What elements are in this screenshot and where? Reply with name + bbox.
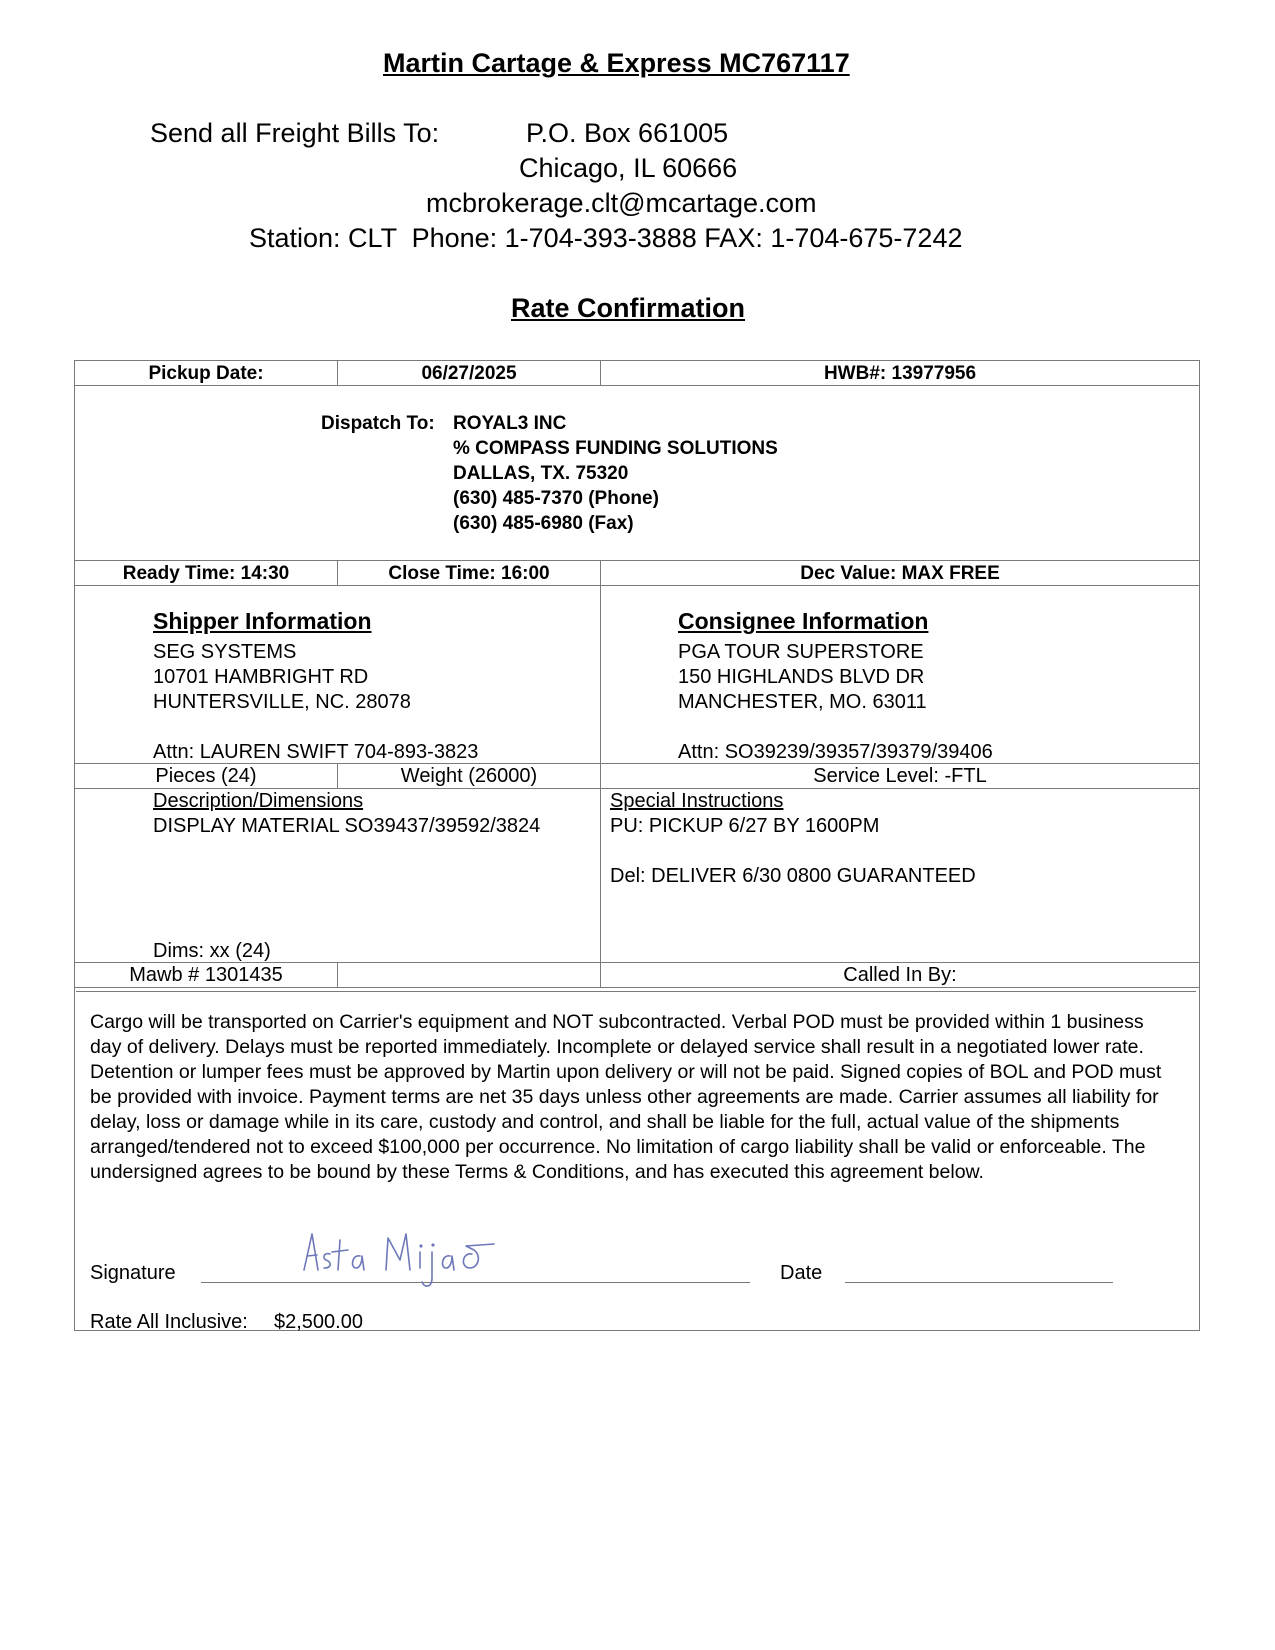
terms-and-conditions: Cargo will be transported on Carrier's equipment and NOT subcontracted. Verbal POD must be provided within 1 business day of delivery. Delays must be reported immediately. Incomplete or delayed service shall result in a negotiated lower rate. Detention or lumper fees must be approved by Martin upon delivery or will not be paid. Signed copies of BOL and POD must be provided with invoice. Payment terms are net 35 days unless other agreements are made. Carrier assumes all liability for delay, loss or damage while in its care, custody and control, and shall be liable for the full, actual value of the shipments arranged/tendered not to exceed $100,000 per occurrence. No limitation of cargo liability shall be valid or enforceable. The undersigned agrees to be bound by these Terms & Conditions, and has executed this agreement below.: [90, 1011, 1162, 1183]
shipper-heading: Shipper Information: [153, 608, 372, 634]
signature-label: Signature: [90, 1262, 176, 1284]
consignee-attn: Attn: SO39239/39357/39379/39406: [678, 741, 993, 763]
pickup-date-value: 06/27/2025: [421, 363, 517, 384]
description-text: DISPLAY MATERIAL SO39437/39592/3824: [153, 815, 541, 837]
weight: Weight (26000): [400, 765, 538, 787]
dispatch-line: ROYAL3 INC: [453, 413, 567, 434]
delivery-instruction: Del: DELIVER 6/30 0800 GUARANTEED: [610, 865, 976, 887]
consignee-heading: Consignee Information: [678, 608, 929, 634]
handwritten-signature: [296, 1226, 506, 1296]
date-line[interactable]: [845, 1282, 1113, 1283]
dispatch-label: Dispatch To:: [321, 413, 435, 434]
close-time: Close Time: 16:00: [388, 563, 550, 584]
dec-value: Dec Value: MAX FREE: [800, 563, 1000, 584]
doc-title: Rate Confirmation: [511, 293, 746, 323]
rate-label: Rate All Inclusive:: [90, 1311, 248, 1333]
consignee-line: PGA TOUR SUPERSTORE: [678, 641, 924, 663]
shipper-line: 10701 HAMBRIGHT RD: [153, 666, 369, 688]
mawb-number: Mawb # 1301435: [129, 964, 283, 986]
hwb-number: HWB#: 13977956: [823, 363, 977, 384]
shipper-line: SEG SYSTEMS: [153, 641, 297, 663]
station-line: Station: CLT Phone: 1-704-393-3888 FAX: 1-704-675-7242: [249, 223, 963, 253]
pieces: Pieces (24): [155, 765, 257, 787]
ready-time: Ready Time: 14:30: [122, 563, 290, 584]
dims-text: Dims: xx (24): [153, 940, 271, 962]
dispatch-line: % COMPASS FUNDING SOLUTIONS: [453, 438, 778, 459]
consignee-line: 150 HIGHLANDS BLVD DR: [678, 666, 925, 688]
send-bills-label: Send all Freight Bills To:: [150, 118, 440, 148]
po-box: P.O. Box 661005: [526, 118, 729, 148]
special-instructions-heading: Special Instructions: [610, 790, 784, 812]
shipper-attn: Attn: LAUREN SWIFT 704-893-3823: [153, 741, 479, 763]
description-heading: Description/Dimensions: [153, 790, 364, 812]
email-line: mcbrokerage.clt@mcartage.com: [426, 188, 817, 218]
consignee-line: MANCHESTER, MO. 63011: [678, 691, 927, 713]
rate-amount: $2,500.00: [274, 1311, 363, 1333]
shipper-line: HUNTERSVILLE, NC. 28078: [153, 691, 411, 713]
called-in-by: Called In By:: [843, 964, 957, 986]
company-title: Martin Cartage & Express MC767117: [383, 48, 850, 78]
pickup-date-label: Pickup Date:: [148, 363, 264, 384]
dispatch-line: (630) 485-6980 (Fax): [453, 513, 634, 534]
dispatch-line: DALLAS, TX. 75320: [453, 463, 629, 484]
city-line: Chicago, IL 60666: [519, 153, 738, 183]
service-level: Service Level: -FTL: [813, 765, 987, 787]
date-label: Date: [780, 1262, 823, 1284]
pickup-instruction: PU: PICKUP 6/27 BY 1600PM: [610, 815, 880, 837]
dispatch-line: (630) 485-7370 (Phone): [453, 488, 659, 509]
